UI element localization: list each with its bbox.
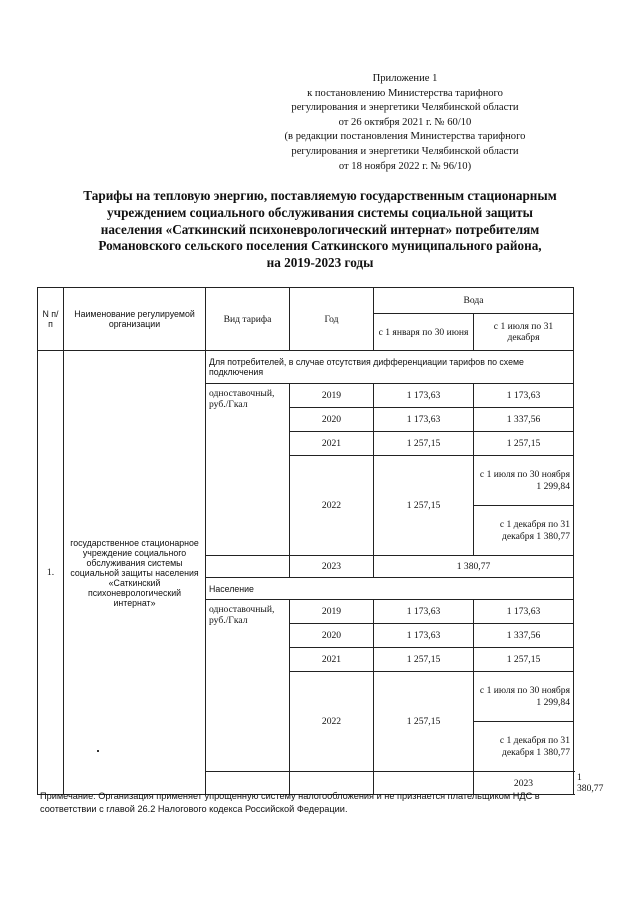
value-cell: 1 173,63 — [474, 600, 574, 624]
section-label-1: Для потребителей, в случае отсутствия дифференциации тарифов по схеме подключения — [206, 351, 574, 384]
tariff-type-2: одноставочный, руб./Гкал — [206, 600, 290, 772]
section-label-2: Население — [206, 578, 574, 600]
value-cell-split: с 1 декабря по 31 декабря 1 380,77 — [474, 722, 574, 772]
year-cell: 2021 — [290, 648, 374, 672]
value-cell-split: с 1 июля по 30 ноября 1 299,84 — [474, 672, 574, 722]
value-cell-split: с 1 декабря по 31 декабря 1 380,77 — [474, 506, 574, 556]
value-cell: 1 173,63 — [374, 624, 474, 648]
year-cell: 2023 — [474, 772, 574, 795]
year-cell: 2021 — [290, 432, 374, 456]
scan-dot — [97, 750, 99, 752]
title-line: населения «Саткинский психоневрологический интернат» потребителям — [100, 221, 540, 237]
value-cell: 1 257,15 — [374, 648, 474, 672]
annex-line: от 18 ноября 2022 г. № 96/10) — [338, 160, 472, 172]
annex-line: регулирования и энергетики Челябинской области — [291, 102, 519, 114]
value-cell: 1 257,15 — [374, 456, 474, 556]
title-line: Романовского сельского поселения Саткинского муниципального района, — [98, 238, 542, 254]
annex-line: (в редакции постановления Министерства тарифного — [284, 131, 526, 143]
header-org: Наименование регулируемой организации — [64, 288, 206, 351]
title-line: Тарифы на тепловую энергию, поставляемую государственным стационарным — [83, 188, 557, 203]
value-cell: 1 173,63 — [474, 384, 574, 408]
organization-name: государственное стационарное учреждение социального обслуживания системы социальной защиты населения «Саткинский психоневрологический интернат» — [64, 351, 206, 795]
year-cell: 2022 — [290, 456, 374, 556]
header-period-1: с 1 января по 30 июня — [374, 314, 474, 351]
year-cell: 2023 — [290, 556, 374, 578]
tariff-table: N п/п Наименование регулируемой организации Вид тарифа Год Вода с 1 января по 30 июня с 1 июля по 31 декабря 1. государственное стационарное учреждение социального обслуживания системы социальной защиты населения «Саткинский психоневрологический интернат» Для потребителей, в случае отсутствия дифференциации тарифов по схеме подключения одноставочный, руб./Гкал 2019 1 173,63 1 173,63 2020 1 173,63 1 337,56 2021 1 257,15 1 257,15 2022 1 257,15 с 1 июля по 30 ноября 1 299,84 с 1 декабря по 31 декабря 1 380,77 2023 1 380,77 Население одноставочный, руб./Гкал 2019 1 173,63 1 173,63 2020 1 173,63 1 337,56 2021 1 257,15 1 257,15 2022 1 257,15 с 1 июля по 30 ноября 1 299,84 с 1 декабря по 31 декабря 1 380,77 2023 1 380,77 — [37, 287, 574, 795]
value-cell: 1 173,63 — [374, 384, 474, 408]
row-number: 1. — [38, 351, 64, 795]
value-cell-merged: 1 380,77 — [374, 556, 574, 578]
year-cell: 2020 — [290, 624, 374, 648]
year-cell: 2019 — [290, 384, 374, 408]
year-cell: 2020 — [290, 408, 374, 432]
empty-cell — [206, 556, 290, 578]
annex-block — [270, 72, 540, 174]
value-cell: 1 337,56 — [474, 624, 574, 648]
document-title — [38, 188, 602, 272]
header-tariff-type: Вид тарифа — [206, 288, 290, 351]
value-cell: 1 337,56 — [474, 408, 574, 432]
header-num: N п/п — [38, 288, 64, 351]
value-cell: 1 257,15 — [474, 432, 574, 456]
header-water: Вода — [374, 288, 574, 314]
footnote: Примечание: Организация применяет упрощенную систему налогообложения и не признается плательщиком НДС в соответствии с главой 26.2 Налогового кодекса Российской Федерации. — [40, 791, 540, 814]
annex-line: Приложение 1 — [372, 73, 438, 84]
value-cell-split: с 1 июля по 30 ноября 1 299,84 — [474, 456, 574, 506]
header-year: Год — [290, 288, 374, 351]
value-cell: 1 257,15 — [374, 432, 474, 456]
value-cell: 1 173,63 — [374, 408, 474, 432]
year-cell: 2019 — [290, 600, 374, 624]
annex-line: от 26 октября 2021 г. № 60/10 — [338, 116, 472, 128]
year-cell: 2022 — [290, 672, 374, 772]
annex-line: к постановлению Министерства тарифного — [307, 87, 503, 99]
title-line: на 2019-2023 годы — [266, 255, 374, 271]
value-cell: 1 257,15 — [474, 648, 574, 672]
value-cell: 1 173,63 — [374, 600, 474, 624]
header-period-2: с 1 июля по 31 декабря — [474, 314, 574, 351]
title-line: учреждением социального обслуживания системы социальной защиты — [107, 204, 533, 220]
tariff-type-1: одноставочный, руб./Гкал — [206, 384, 290, 556]
annex-line: регулирования и энергетики Челябинской области — [291, 145, 519, 157]
value-cell: 1 257,15 — [374, 672, 474, 772]
